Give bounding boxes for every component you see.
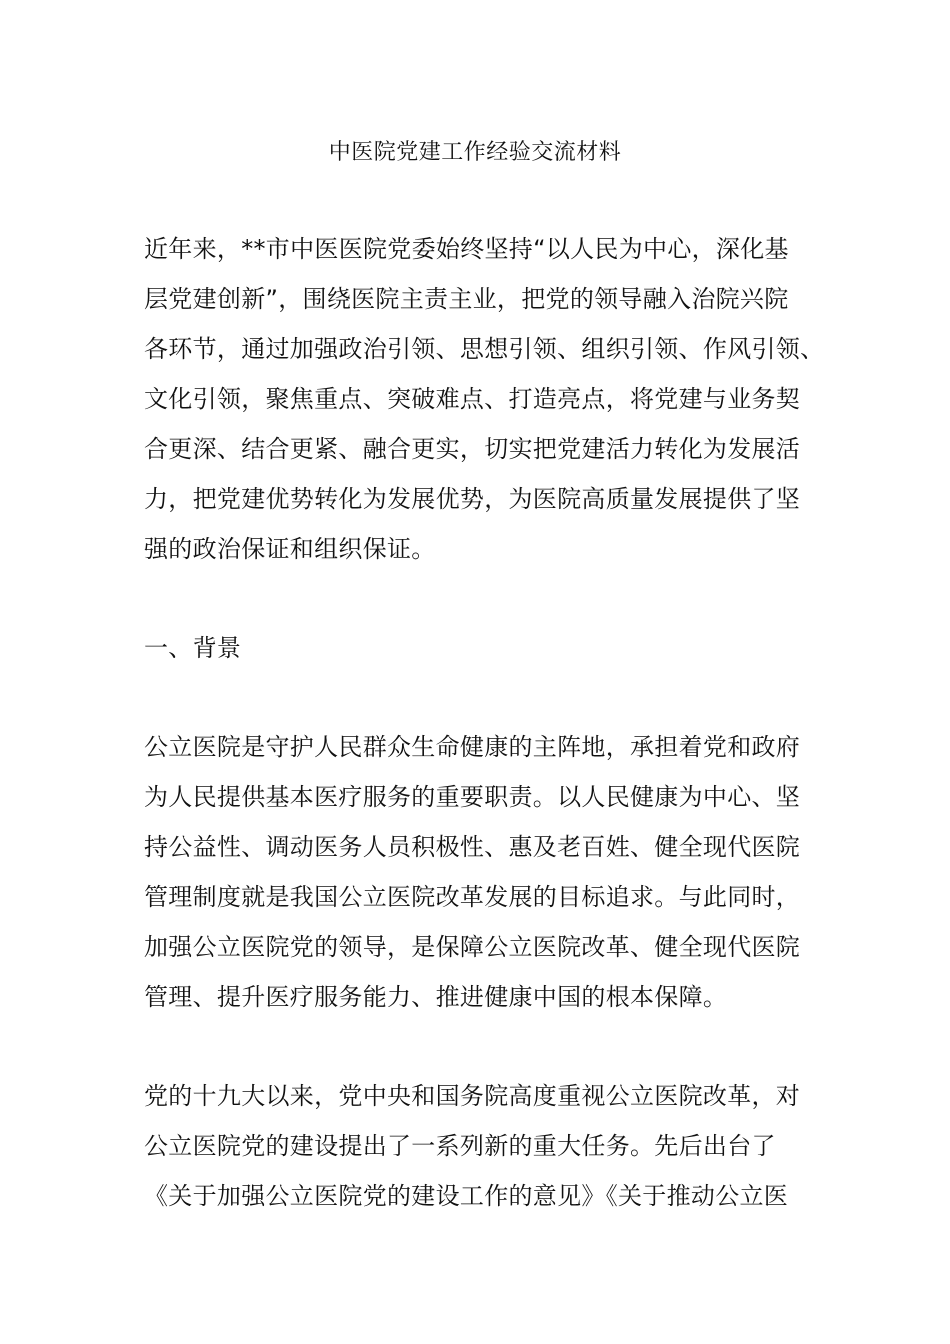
paragraph-line: 党的十九大以来，党中央和国务院高度重视公立医院改革，对 xyxy=(144,1082,801,1110)
intro-line: 层党建创新”，围绕医院主责主业，把党的领导融入治院兴院 xyxy=(144,285,789,313)
intro-line: 力，把党建优势转化为发展优势，为医院高质量发展提供了坚 xyxy=(144,485,801,513)
intro-line: 近年来，**市中医医院党委始终坚持“以人民为中心，深化基 xyxy=(144,235,789,263)
paragraph-line: 管理制度就是我国公立医院改革发展的目标追求。与此同时， xyxy=(144,883,801,911)
section-heading: 一、背景 xyxy=(144,634,242,662)
paragraph-line: 《关于加强公立医院党的建设工作的意见》《关于推动公立医 xyxy=(144,1182,789,1210)
paragraph-line: 持公益性、调动医务人员积极性、惠及老百姓、健全现代医院 xyxy=(144,833,801,861)
paragraph-line: 为人民提供基本医疗服务的重要职责。以人民健康为中心、坚 xyxy=(144,783,801,811)
paragraph-line: 加强公立医院党的领导，是保障公立医院改革、健全现代医院 xyxy=(144,933,801,961)
intro-line: 各环节，通过加强政治引领、思想引领、组织引领、作风引领、 xyxy=(144,335,825,363)
document-title: 中医院党建工作经验交流材料 xyxy=(328,140,622,165)
paragraph-line: 公立医院是守护人民群众生命健康的主阵地，承担着党和政府 xyxy=(144,733,801,761)
intro-line: 合更深、结合更紧、融合更实，切实把党建活力转化为发展活 xyxy=(144,435,801,463)
paragraph-line: 管理、提升医疗服务能力、推进健康中国的根本保障。 xyxy=(144,983,728,1011)
intro-line: 文化引领，聚焦重点、突破难点、打造亮点，将党建与业务契 xyxy=(144,385,801,413)
paragraph-line: 公立医院党的建设提出了一系列新的重大任务。先后出台了 xyxy=(144,1132,776,1160)
intro-line: 强的政治保证和组织保证。 xyxy=(144,535,436,563)
